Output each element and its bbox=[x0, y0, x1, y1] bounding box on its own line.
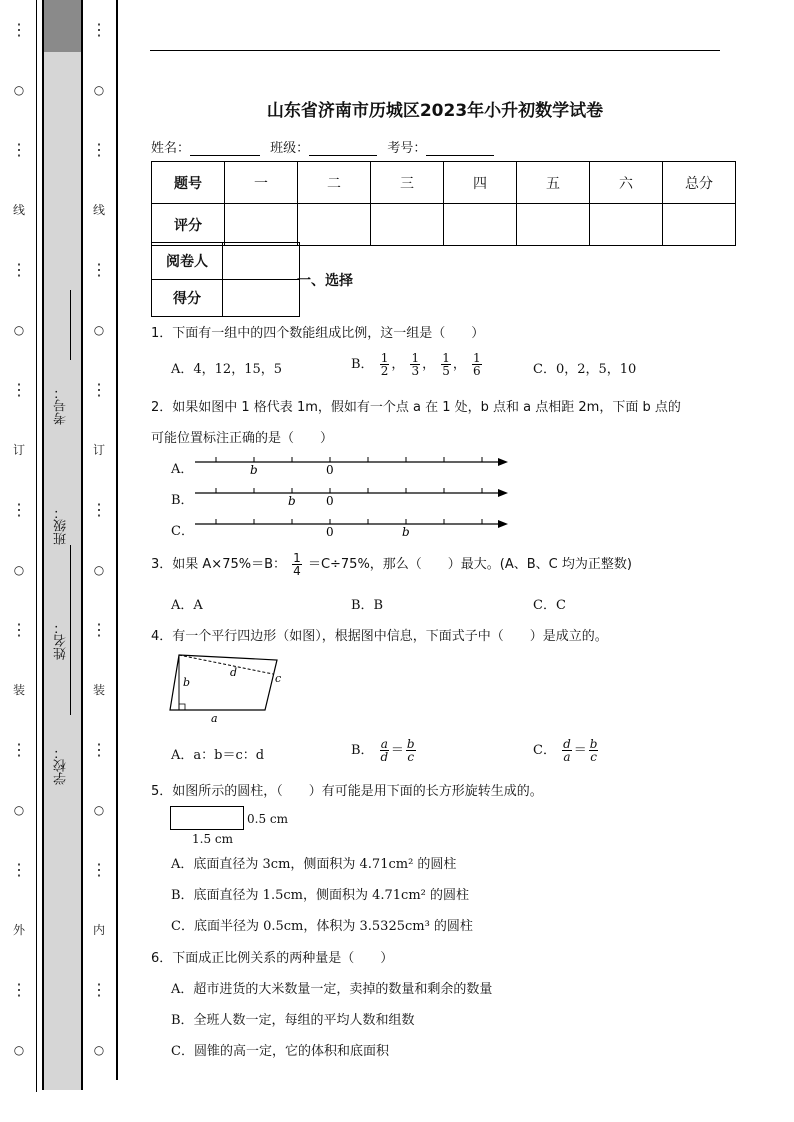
score-entry[interactable] bbox=[298, 204, 371, 246]
grader-entry[interactable] bbox=[223, 243, 300, 280]
outer-margin-char: 外 bbox=[12, 923, 25, 937]
q5-option-b[interactable]: B．底面直径为 1.5cm，侧面积为 4.71cm² 的圆柱 bbox=[171, 888, 469, 903]
q1-b-prefix: B． bbox=[351, 357, 374, 372]
school-label: 学校： bbox=[54, 746, 69, 785]
inner-margin-char: 订 bbox=[92, 443, 105, 457]
score-entry[interactable] bbox=[371, 204, 444, 246]
circle-mark: ○ bbox=[93, 323, 105, 337]
circle-mark: ○ bbox=[13, 323, 25, 337]
tick-label: b bbox=[250, 463, 258, 477]
outer-margin-column bbox=[8, 0, 30, 1122]
q5-option-a[interactable]: A．底面直径为 3cm，侧面积为 4.71cm² 的圆柱 bbox=[171, 857, 457, 872]
fraction: $\frac{1}{5}$ bbox=[442, 351, 450, 378]
score-entry[interactable] bbox=[517, 204, 590, 246]
rect-width-label: 0.5 cm bbox=[247, 812, 288, 826]
table-cell: 四 bbox=[444, 162, 517, 204]
q5-option-c[interactable]: C．底面半径为 0.5cm，体积为 3.5325cm³ 的圆柱 bbox=[171, 919, 473, 934]
circle-mark: ○ bbox=[93, 83, 105, 97]
table-cell: 评分 bbox=[152, 204, 225, 246]
dot-leader: ⋮ bbox=[91, 740, 107, 759]
exam-title: 山东省济南市历城区2023年小升初数学试卷 bbox=[266, 101, 604, 121]
question-4: 4．有一个平行四边形（如图），根据图中信息，下面式子中（ ）是成立的。 bbox=[151, 629, 608, 644]
dot-leader: ⋮ bbox=[91, 980, 107, 999]
label-d: d bbox=[230, 666, 238, 679]
q2-option-a-label[interactable]: A． bbox=[171, 462, 194, 477]
q3-text-post: ＝C÷75%，那么（ ）最大。(A、B、C 均为正整数) bbox=[307, 557, 632, 572]
fraction: $\frac{1}{4}$ bbox=[293, 551, 301, 578]
q4-option-c[interactable]: C． $\frac{d}{a}$ ＝ $\frac{b}{c}$ bbox=[533, 737, 598, 764]
circle-mark: ○ bbox=[13, 563, 25, 577]
exam-no-blank[interactable] bbox=[70, 290, 71, 360]
table-cell: 三 bbox=[371, 162, 444, 204]
q1-option-a[interactable]: A．4，12，15，5 bbox=[171, 362, 283, 377]
grader-label: 阅卷人 bbox=[152, 243, 223, 280]
inner-margin-column bbox=[88, 0, 110, 1122]
table-cell: 题号 bbox=[152, 162, 225, 204]
inner-cut-line bbox=[116, 0, 118, 1080]
score-value-row bbox=[152, 204, 736, 246]
exam-no-label: 考号： bbox=[54, 386, 69, 425]
section-title: 一、选择 bbox=[297, 273, 353, 289]
dot-leader: ⋮ bbox=[11, 260, 27, 279]
dot-leader: ⋮ bbox=[91, 380, 107, 399]
dot-leader: ⋮ bbox=[91, 620, 107, 639]
binding-strip bbox=[42, 0, 83, 1090]
table-cell: 一 bbox=[225, 162, 298, 204]
dot-leader: ⋮ bbox=[91, 260, 107, 279]
tick-label: b bbox=[402, 525, 410, 539]
q3-option-a[interactable]: A．A bbox=[171, 598, 203, 613]
table-cell: 总分 bbox=[663, 162, 736, 204]
dot-leader: ⋮ bbox=[11, 860, 27, 879]
fraction: $\frac{d}{a}$ bbox=[563, 737, 571, 764]
circle-mark: ○ bbox=[93, 563, 105, 577]
q2-option-b-label[interactable]: B． bbox=[171, 493, 194, 508]
circle-mark: ○ bbox=[13, 1043, 25, 1057]
exam-no-label: 考号： bbox=[387, 141, 427, 156]
class-blank[interactable] bbox=[309, 143, 377, 156]
question-3 bbox=[151, 552, 632, 577]
circle-mark: ○ bbox=[93, 1043, 105, 1057]
score-header-row bbox=[152, 162, 736, 204]
grader-score-entry[interactable] bbox=[223, 280, 300, 317]
fraction: $\frac{1}{3}$ bbox=[411, 351, 420, 378]
q6-option-b[interactable]: B．全班人数一定，每组的平均人数和组数 bbox=[171, 1013, 415, 1028]
number-line-a bbox=[195, 457, 508, 477]
fraction: $\frac{b}{c}$ bbox=[406, 737, 415, 764]
dot-leader: ⋮ bbox=[11, 980, 27, 999]
score-entry[interactable] bbox=[663, 204, 736, 246]
tick-label: 0 bbox=[326, 525, 334, 539]
circle-mark: ○ bbox=[13, 83, 25, 97]
score-table bbox=[151, 161, 736, 246]
q4-option-a[interactable]: A．a：b＝c：d bbox=[171, 748, 265, 763]
q1-option-b[interactable]: B． $\frac{1}{2}$ ， $\frac{1}{3}$ ， $\frac{1}{5}$ ， $\frac{1}{6}$ bbox=[351, 351, 481, 378]
q4-option-b[interactable]: B． $\frac{a}{d}$ ＝ $\frac{b}{c}$ bbox=[351, 737, 415, 764]
outer-margin-char: 线 bbox=[12, 203, 25, 217]
dot-leader: ⋮ bbox=[91, 140, 107, 159]
grader-table bbox=[151, 242, 300, 317]
number-line-c bbox=[195, 519, 508, 539]
q3-text-pre: 3．如果 A×75%＝B： bbox=[151, 557, 287, 572]
q6-option-c[interactable]: C．圆锥的高一定，它的体积和底面积 bbox=[171, 1044, 389, 1059]
rectangle-figure bbox=[170, 806, 244, 830]
question-1: 1．下面有一组中的四个数能组成比例，这一组是（ ） bbox=[151, 326, 485, 341]
tick-label: b bbox=[288, 494, 296, 508]
outer-cut-line bbox=[36, 0, 37, 1092]
label-b: b bbox=[183, 676, 191, 689]
q1-option-c[interactable]: C．0，2，5，10 bbox=[533, 362, 637, 377]
tick-label: 0 bbox=[326, 494, 334, 508]
number-line-figures bbox=[190, 452, 520, 542]
inner-margin-char: 装 bbox=[92, 683, 105, 697]
inner-margin-char: 内 bbox=[92, 923, 105, 937]
table-cell: 二 bbox=[298, 162, 371, 204]
dot-leader: ⋮ bbox=[11, 140, 27, 159]
question-5: 5．如图所示的圆柱，（ ）有可能是用下面的长方形旋转生成的。 bbox=[151, 784, 543, 799]
q2-option-c-label[interactable]: C． bbox=[171, 524, 194, 539]
dot-leader: ⋮ bbox=[11, 20, 27, 39]
dot-leader: ⋮ bbox=[91, 20, 107, 39]
dot-leader: ⋮ bbox=[11, 380, 27, 399]
header-rule bbox=[150, 50, 720, 51]
fraction: $\frac{1}{2}$ bbox=[380, 351, 389, 378]
fraction: $\frac{b}{c}$ bbox=[589, 737, 598, 764]
inner-margin-char: 线 bbox=[92, 203, 105, 217]
label-c: c bbox=[275, 672, 282, 685]
question-2-line1: 2．如果如图中 1 格代表 1m，假如有一个点 a 在 1 处，b 点和 a 点相距 2m，下面 b 点的 bbox=[151, 400, 681, 415]
circle-mark: ○ bbox=[93, 803, 105, 817]
parallelogram-figure bbox=[165, 650, 290, 725]
q6-option-a[interactable]: A．超市进货的大米数量一定，卖掉的数量和剩余的数量 bbox=[171, 982, 493, 997]
rect-length-label: 1.5 cm bbox=[192, 832, 233, 846]
table-cell: 五 bbox=[517, 162, 590, 204]
name-label: 姓名： bbox=[151, 141, 191, 156]
outer-margin-char: 订 bbox=[12, 443, 25, 457]
class-label: 班级： bbox=[270, 141, 310, 156]
fraction: $\frac{1}{6}$ bbox=[473, 351, 481, 378]
score-entry[interactable] bbox=[590, 204, 663, 246]
table-cell: 六 bbox=[590, 162, 663, 204]
score-entry[interactable] bbox=[444, 204, 517, 246]
dot-leader: ⋮ bbox=[11, 740, 27, 759]
exam-no-blank[interactable] bbox=[426, 143, 494, 156]
name-label: 姓名： bbox=[54, 621, 69, 660]
dot-leader: ⋮ bbox=[91, 860, 107, 879]
outer-margin-char: 装 bbox=[12, 683, 25, 697]
tick-label: 0 bbox=[326, 463, 334, 477]
number-line-b bbox=[195, 488, 508, 508]
dot-leader: ⋮ bbox=[11, 500, 27, 519]
score-entry[interactable] bbox=[225, 204, 298, 246]
fraction: $\frac{a}{d}$ bbox=[380, 737, 389, 764]
dot-leader: ⋮ bbox=[11, 620, 27, 639]
question-2-line2: 可能位置标注正确的是（ ） bbox=[151, 431, 334, 446]
q3-option-b[interactable]: B．B bbox=[351, 598, 384, 613]
dot-leader: ⋮ bbox=[91, 500, 107, 519]
binding-strip-top bbox=[42, 0, 83, 52]
student-info-line bbox=[151, 137, 500, 156]
class-label: 班级： bbox=[54, 506, 69, 545]
q3-option-c[interactable]: C．C bbox=[533, 598, 566, 613]
label-a: a bbox=[211, 712, 218, 725]
name-blank[interactable] bbox=[190, 143, 260, 156]
question-6: 6．下面成正比例关系的两种量是（ ） bbox=[151, 951, 394, 966]
grader-score-label: 得分 bbox=[152, 280, 223, 317]
circle-mark: ○ bbox=[13, 803, 25, 817]
